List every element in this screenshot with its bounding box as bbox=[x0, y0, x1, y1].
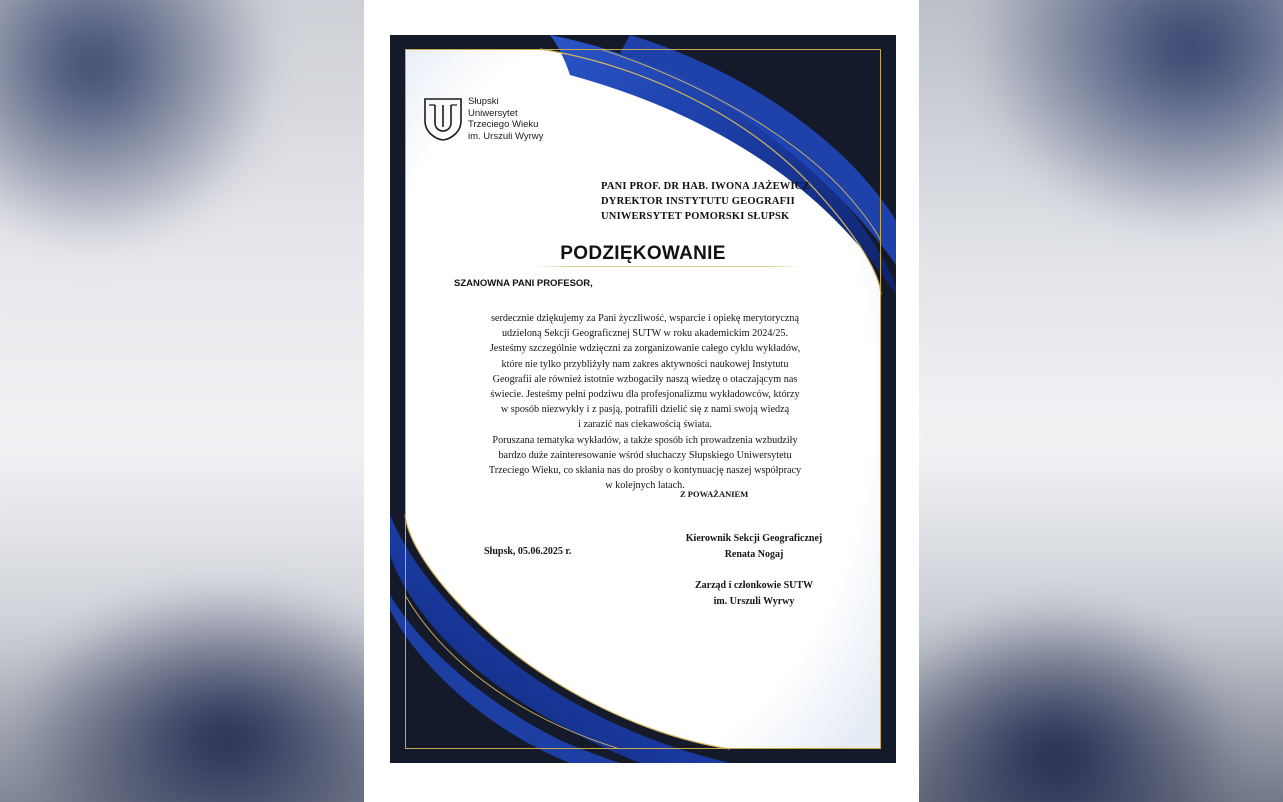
signature-name: Renata Nogaj bbox=[724, 548, 784, 560]
blurred-background-right bbox=[919, 0, 1283, 802]
signature-board bbox=[668, 578, 840, 609]
recipient-line: PANI PROF. DR HAB. IWONA JAŻEWICZ bbox=[601, 181, 810, 192]
body-line: bardzo duże zainteresowanie wśród słuchaczy Słupskiego Uniwersytetu bbox=[498, 449, 792, 461]
blurred-background-left bbox=[0, 0, 364, 802]
university-name-line: Trzeciego Wieku bbox=[468, 119, 539, 130]
recipient-line: UNIWERSYTET POMORSKI SŁUPSK bbox=[601, 211, 790, 222]
signature-role: Kierownik Sekcji Geograficznej bbox=[685, 533, 823, 544]
body-line: które nie tylko przybliżyły nam zakres aktywności naukowej Instytutu bbox=[501, 358, 789, 370]
body-line: udzieloną Sekcji Geograficznej SUTW w roku akademickim 2024/25. bbox=[501, 328, 789, 340]
body-line: Trzeciego Wieku, co skłania nas do prośby o kontynuację naszej współpracy bbox=[488, 465, 802, 477]
document-title: PODZIĘKOWANIE bbox=[560, 243, 726, 264]
letter-body bbox=[445, 311, 845, 493]
recipient-address bbox=[601, 179, 810, 224]
body-line: Geografii ale również istotnie wzbogaciły naszą wiedzę o otaczającym nas bbox=[492, 373, 798, 385]
university-name-line: im. Urszuli Wyrwy bbox=[468, 130, 544, 142]
body-line: w kolejnych latach. bbox=[605, 480, 685, 492]
closing-phrase: Z POWAŻANIEM bbox=[680, 489, 749, 499]
body-line: serdecznie dziękujemy za Pani życzliwość, wsparcie i opiekę merytoryczną bbox=[490, 313, 800, 324]
title-divider bbox=[534, 266, 802, 267]
signature-role: Zarząd i członkowie SUTW bbox=[694, 580, 814, 591]
university-logo-icon bbox=[423, 97, 463, 141]
university-name-line: Uniwersytet bbox=[468, 107, 518, 119]
salutation: SZANOWNA PANI PROFESOR, bbox=[454, 278, 593, 289]
body-line: i zarazić nas ciekawością świata. bbox=[578, 419, 712, 431]
university-name bbox=[468, 96, 543, 142]
body-line: w sposób niezwykły i z pasją, potrafili dzielić się z nami swoją wiedzą bbox=[500, 404, 790, 416]
body-line: świecie. Jesteśmy pełni podziwu dla profesjonalizmu wykładowców, którzy bbox=[490, 389, 800, 401]
recipient-line: DYREKTOR INSTYTUTU GEOGRAFII bbox=[601, 196, 795, 207]
signature-section-head bbox=[668, 531, 840, 562]
body-line: Poruszana tematyka wykładów, a także sposób ich prowadzenia wzbudziły bbox=[492, 434, 798, 446]
signature-name: im. Urszuli Wyrwy bbox=[713, 595, 795, 607]
body-line: Jesteśmy szczególnie wdzięczni za zorganizowanie całego cyklu wykładów, bbox=[489, 343, 801, 355]
place-and-date: Słupsk, 05.06.2025 r. bbox=[484, 546, 572, 557]
university-name-line: Słupski bbox=[468, 96, 499, 107]
